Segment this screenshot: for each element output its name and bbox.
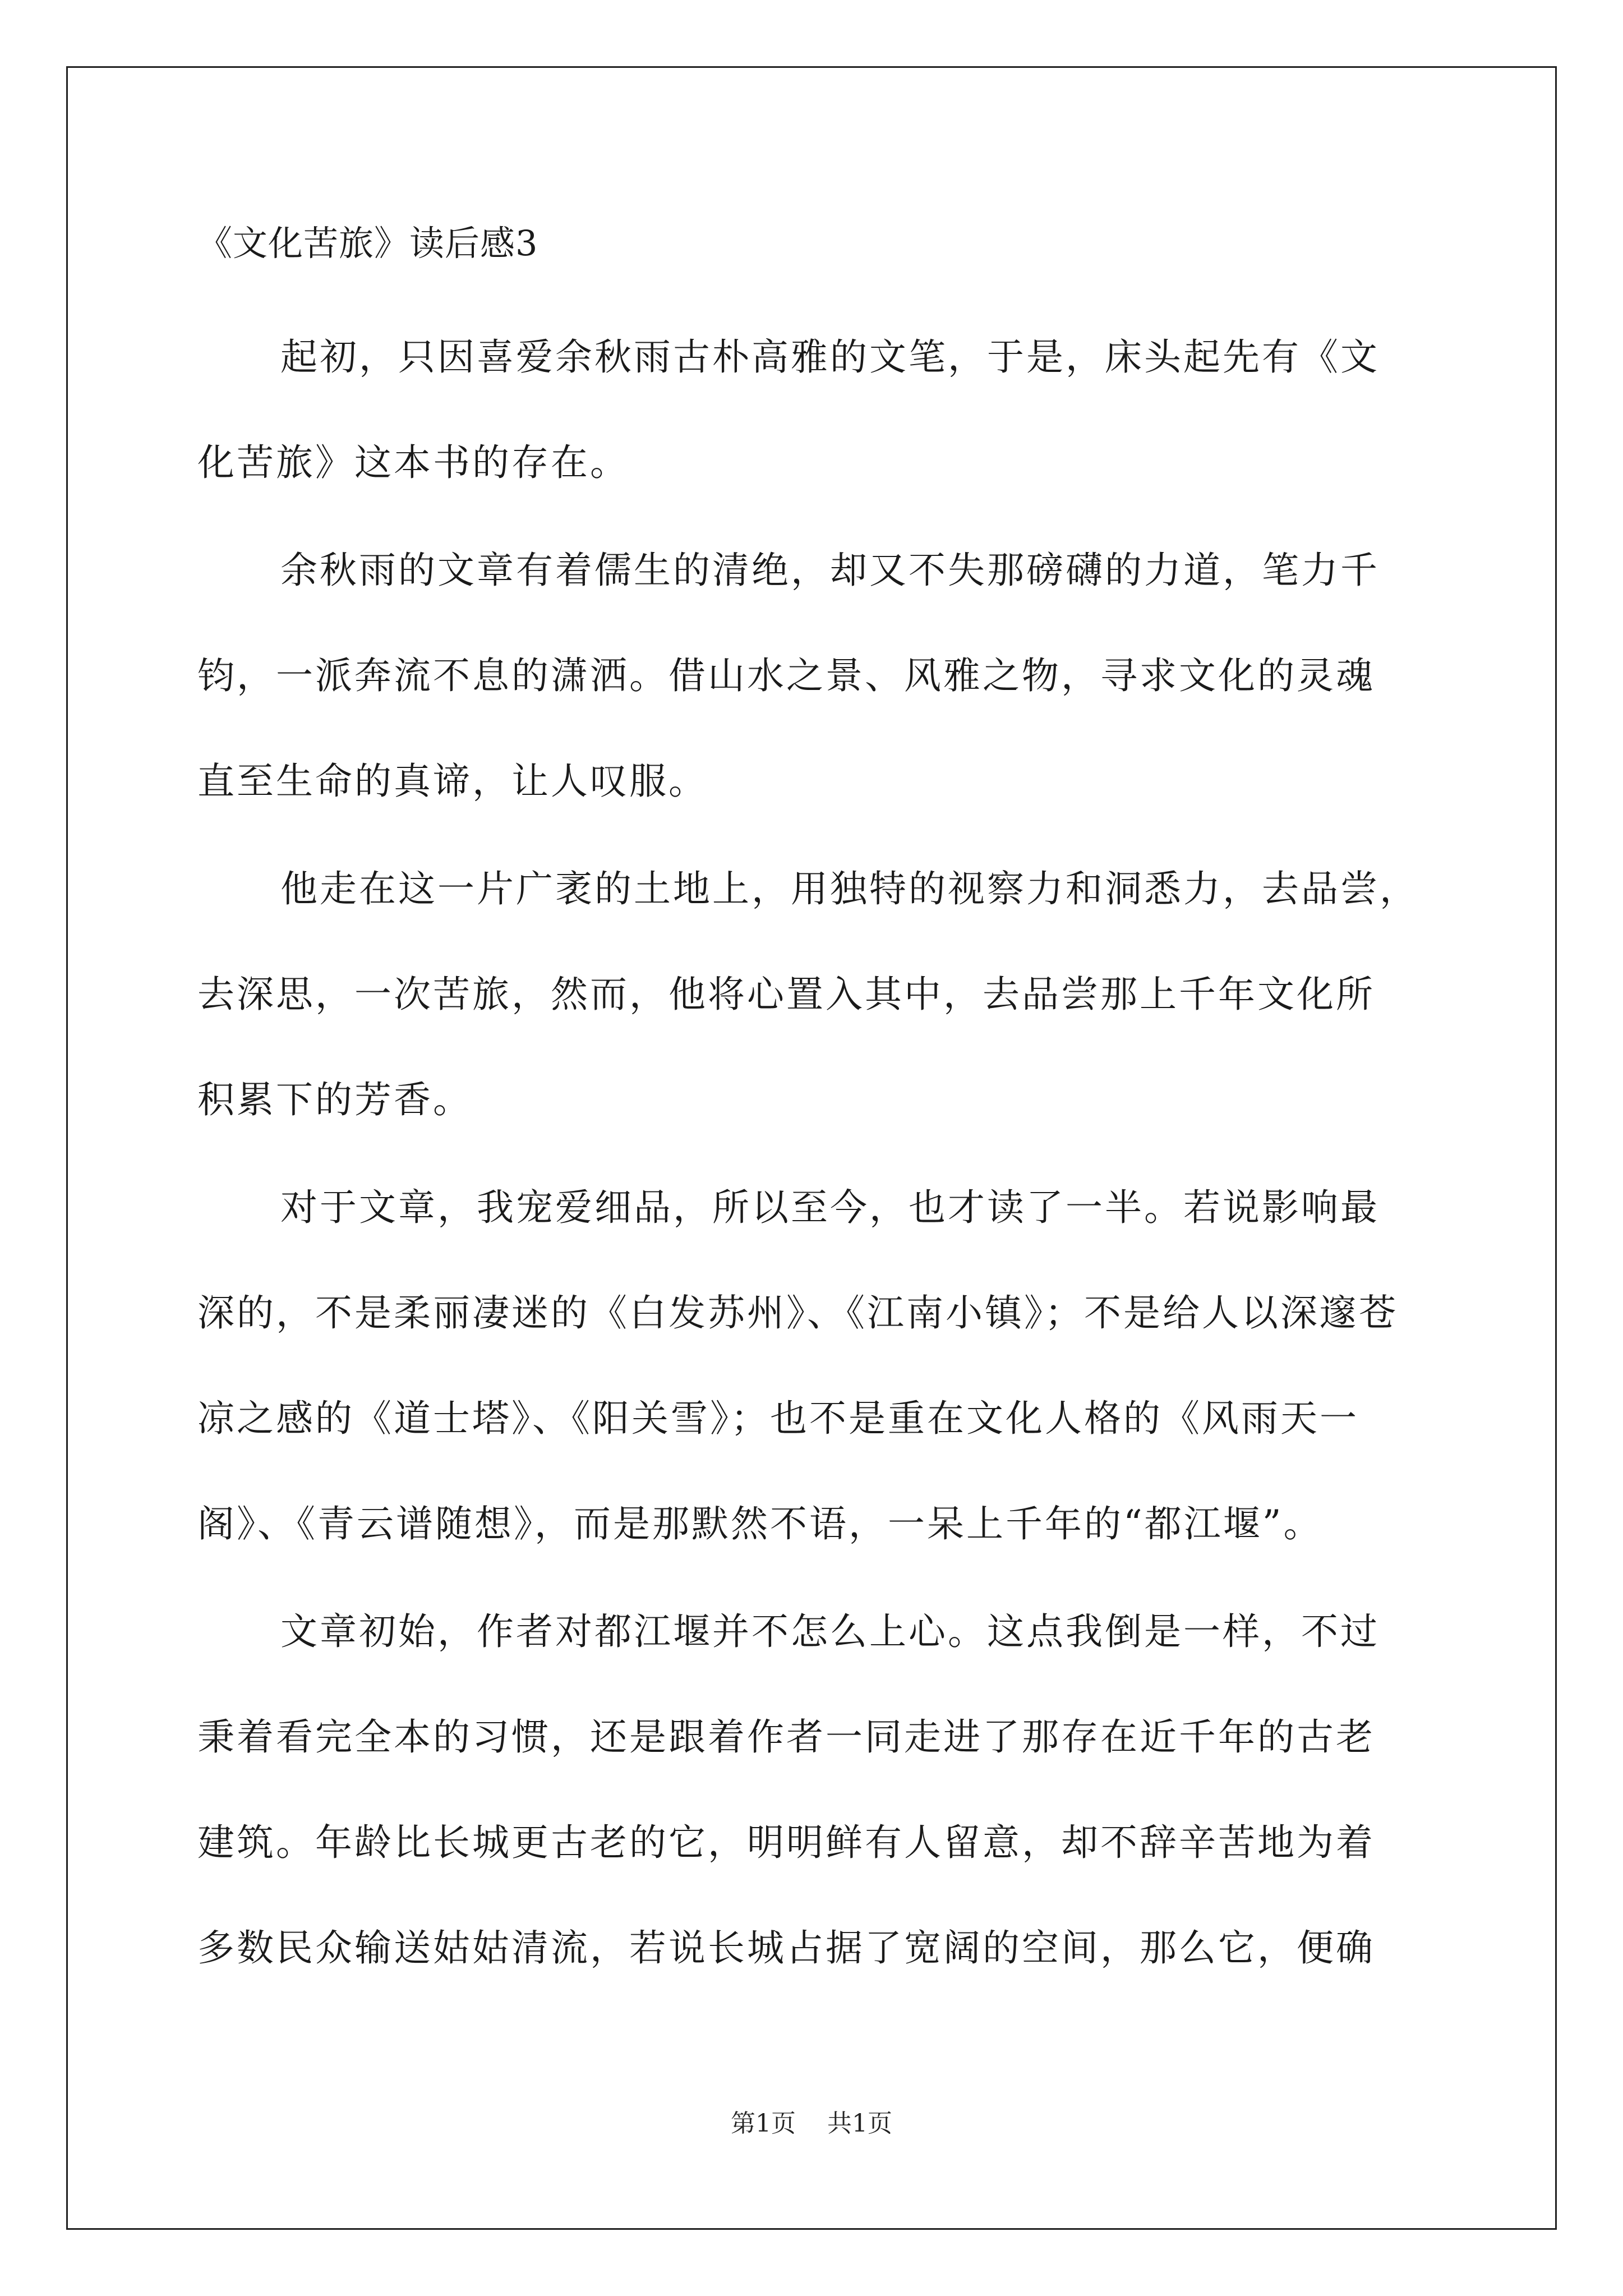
- text-line-6: 他走在这一片广袤的土地上，用独特的视察力和洞悉力，去品尝，: [280, 867, 1419, 910]
- text-line-12: 阁》、《青云谱随想》，而是那默然不语，一呆上千年的“都江堰”。: [197, 1502, 1323, 1545]
- text-line-10: 深的，不是柔丽凄迷的《白发苏州》、《江南小镇》；不是给人以深邃苍: [197, 1291, 1398, 1335]
- text-line-9: 对于文章，我宠爱细品，所以至今，也才读了一半。若说影响最: [280, 1186, 1380, 1229]
- text-line-4: 钧，一派奔流不息的潇洒。借山水之景、风雅之物，寻求文化的灵魂: [197, 654, 1375, 697]
- text-line-14: 秉着看完全本的习惯，还是跟着作者一同走进了那存在近千年的古老: [197, 1715, 1375, 1759]
- text-line-8: 积累下的芳香。: [197, 1078, 472, 1121]
- text-line-5: 直至生命的真谛，让人叹服。: [197, 760, 708, 803]
- page-number: 第1页: [731, 2109, 796, 2138]
- page-footer: [0, 2108, 1623, 2139]
- page-total: 共1页: [827, 2109, 892, 2138]
- text-line-2: 化苦旅》这本书的存在。: [197, 441, 629, 484]
- text-line-1: 起初，只因喜爱余秋雨古朴高雅的文笔，于是，床头起先有《文: [280, 335, 1380, 379]
- text-line-7: 去深思，一次苦旅，然而，他将心置入其中，去品尝那上千年文化所: [197, 973, 1375, 1016]
- text-line-3: 余秋雨的文章有着儒生的清绝，却又不失那磅礴的力道，笔力千: [280, 549, 1380, 592]
- text-line-15: 建筑。年龄比长城更古老的它，明明鲜有人留意，却不辞辛苦地为着: [197, 1821, 1375, 1864]
- text-line-11: 凉之感的《道士塔》、《阳关雪》；也不是重在文化人格的《风雨天一: [197, 1397, 1359, 1440]
- text-line-13: 文章初始，作者对都江堰并不怎么上心。这点我倒是一样，不过: [280, 1610, 1380, 1653]
- document-title: 《文化苦旅》读后感3: [197, 223, 538, 264]
- text-line-16: 多数民众输送姑姑清流，若说长城占据了宽阔的空间，那么它，便确: [197, 1926, 1375, 1970]
- page-border: [66, 66, 1557, 2230]
